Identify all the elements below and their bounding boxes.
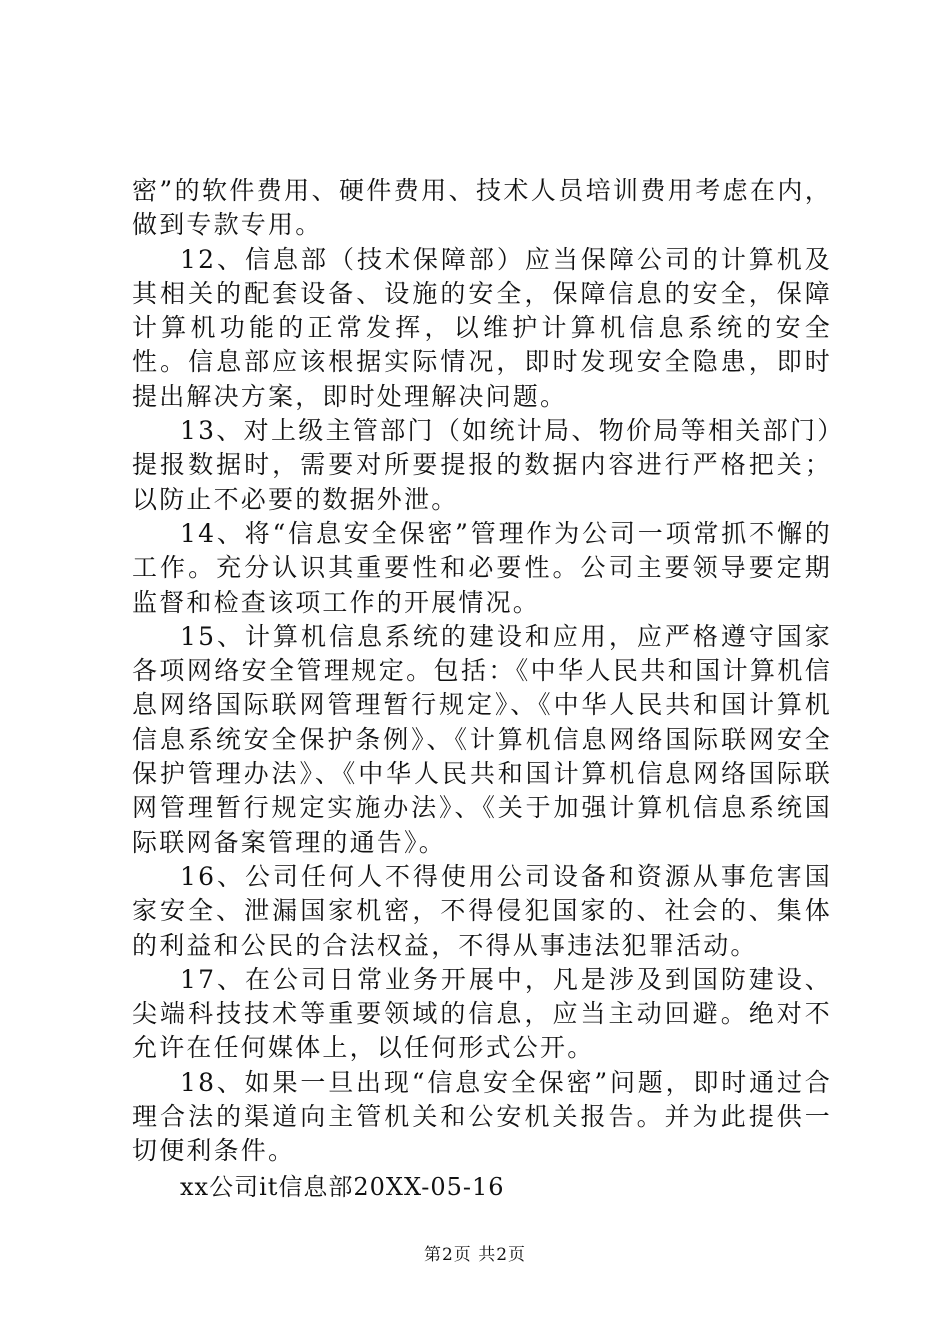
- paragraph-item-15: 15、计算机信息系统的建设和应用，应严格遵守国家各项网络安全管理规定。包括：《中华人民共和国计算机信息网络国际联网管理暂行规定》、《中华人民共和国计算机信息系统安全保护条例》、《计算机信息网络国际联网安全保护管理办法》、《中华人民共和国计算机信息网络国际联网管理暂行规定实施办法》、《关于加强计算机信息系统国际联网备案管理的通告》。: [132, 621, 832, 857]
- paragraph-item-17: 17、在公司日常业务开展中，凡是涉及到国防建设、尖端科技技术等重要领域的信息，应当主动回避。绝对不允许在任何媒体上，以任何形式公开。: [132, 964, 832, 1063]
- document-body: [132, 174, 832, 1204]
- paragraph-item-12: 12、信息部（技术保障部）应当保障公司的计算机及其相关的配套设备、设施的安全，保障信息的安全，保障计算机功能的正常发挥，以维护计算机信息系统的安全性。信息部应该根据实际情况，即时发现安全隐患，即时提出解决方案，即时处理解决问题。: [132, 244, 832, 411]
- signature-line: xx公司it信息部20XX-05-16: [180, 1172, 505, 1201]
- paragraph-item-18: 18、如果一旦出现“信息安全保密”问题，即时通过合理合法的渠道向主管机关和公安机关报告。并为此提供一切便利条件。: [132, 1067, 832, 1166]
- paragraph-item-16: 16、公司任何人不得使用公司设备和资源从事危害国家安全、泄漏国家机密，不得侵犯国家的、社会的、集体的利益和公民的合法权益，不得从事违法犯罪活动。: [132, 861, 832, 960]
- paragraph-continuation: 密”的软件费用、硬件费用、技术人员培训费用考虑在内，做到专款专用。: [132, 176, 832, 240]
- paragraph-item-14: 14、将“信息安全保密”管理作为公司一项常抓不懈的工作。充分认识其重要性和必要性。公司主要领导要定期监督和检查该项工作的开展情况。: [132, 518, 832, 617]
- page-number-footer: 第2页 共2页: [423, 1245, 527, 1265]
- paragraph-item-13: 13、对上级主管部门（如统计局、物价局等相关部门）提报数据时，需要对所要提报的数据内容进行严格把关；以防止不必要的数据外泄。: [132, 416, 832, 514]
